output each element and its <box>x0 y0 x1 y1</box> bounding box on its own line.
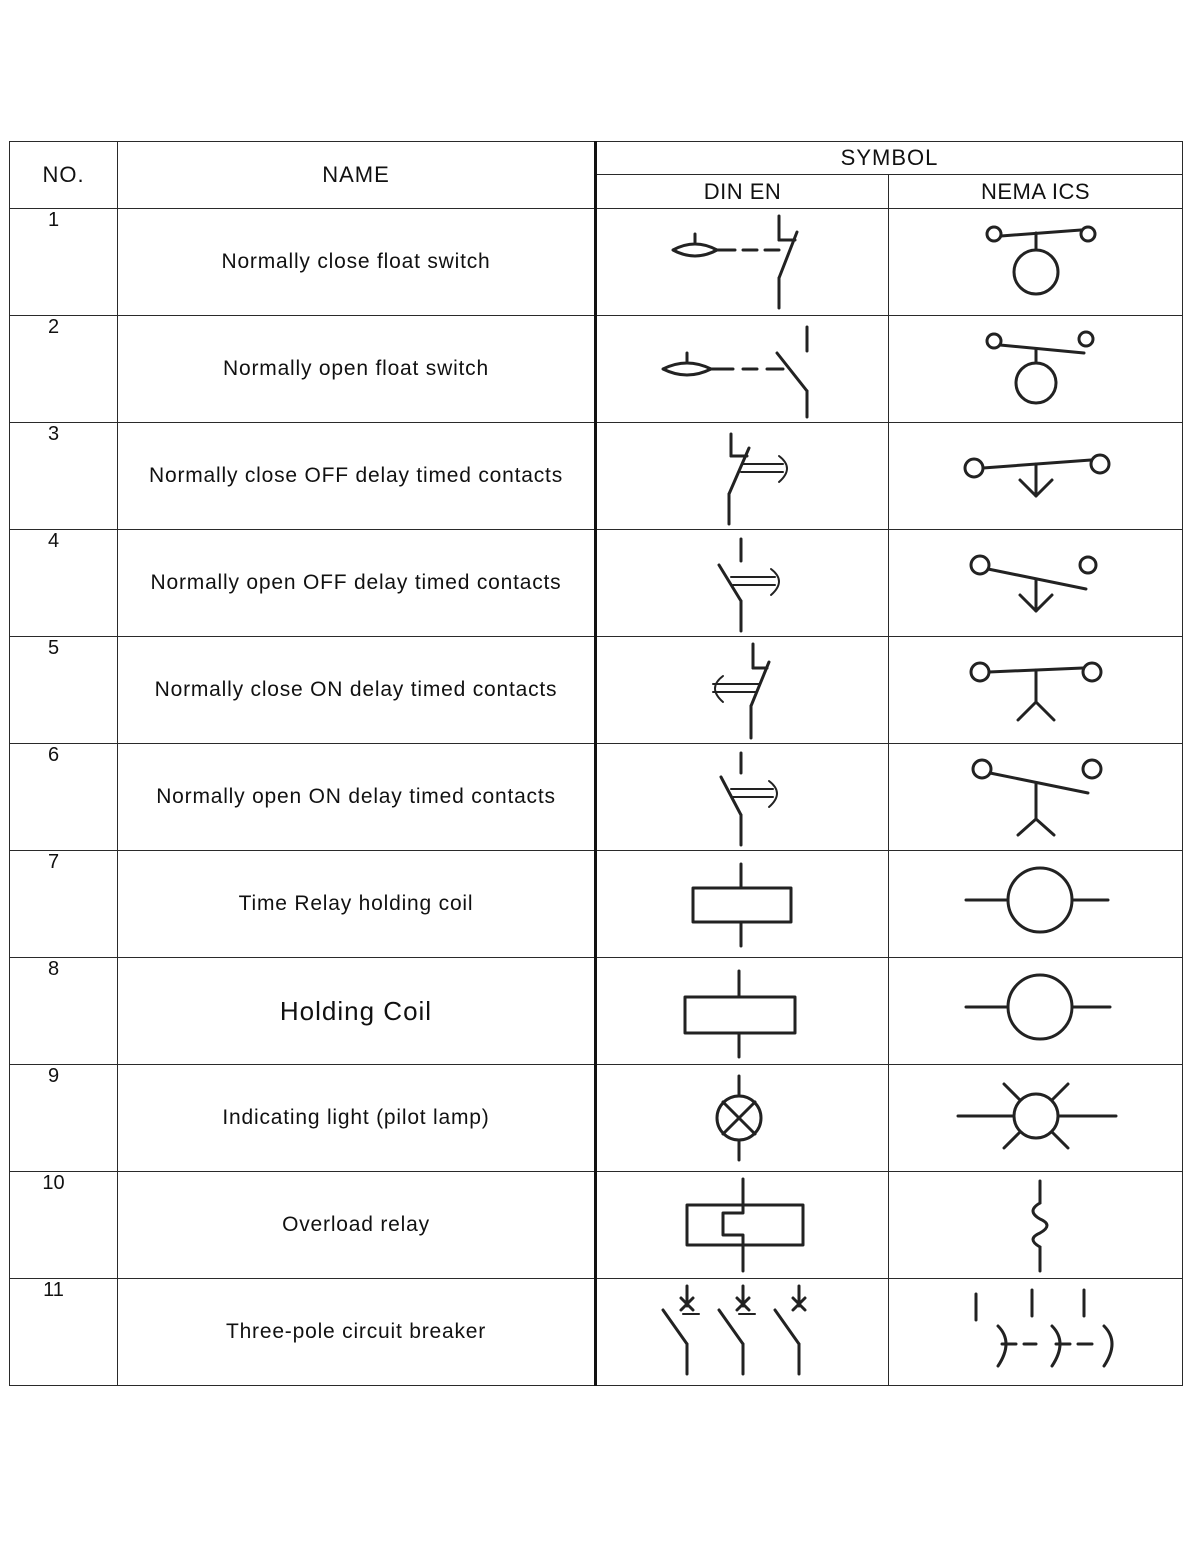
table-row <box>10 637 1183 744</box>
row-number: 2 <box>10 316 118 423</box>
nema-symbol-cell <box>889 423 1183 530</box>
row-number: 10 <box>10 1172 118 1279</box>
din-symbol-cell <box>596 209 889 316</box>
table-row <box>10 851 1183 958</box>
no-on-delay-nema-icon <box>936 747 1136 847</box>
time-relay-coil-nema-icon <box>936 854 1136 954</box>
overload-relay-din-icon <box>643 1175 843 1275</box>
nema-symbol-cell <box>889 851 1183 958</box>
row-number: 7 <box>10 851 118 958</box>
din-symbol-cell <box>596 530 889 637</box>
din-symbol-cell <box>596 637 889 744</box>
row-name: Normally open ON delay timed contacts <box>118 744 596 851</box>
no-off-delay-nema-icon <box>936 533 1136 633</box>
header-no: NO. <box>10 142 118 209</box>
pilot-lamp-din-icon <box>643 1068 843 1168</box>
pilot-lamp-nema-icon <box>936 1068 1136 1168</box>
din-symbol-cell <box>596 1172 889 1279</box>
row-name: Overload relay <box>118 1172 596 1279</box>
nema-symbol-cell <box>889 744 1183 851</box>
row-name: Indicating light (pilot lamp) <box>118 1065 596 1172</box>
din-symbol-cell <box>596 316 889 423</box>
table-row <box>10 530 1183 637</box>
din-symbol-cell <box>596 851 889 958</box>
no-float-switch-din-icon <box>643 319 843 419</box>
din-symbol-cell <box>596 1065 889 1172</box>
table-row <box>10 316 1183 423</box>
table-row <box>10 1065 1183 1172</box>
nc-off-delay-nema-icon <box>936 426 1136 526</box>
nc-off-delay-din-icon <box>643 426 843 526</box>
row-number: 3 <box>10 423 118 530</box>
electrical-symbols-table <box>9 141 1183 1386</box>
nc-on-delay-din-icon <box>643 640 843 740</box>
row-number: 8 <box>10 958 118 1065</box>
nc-float-switch-din-icon <box>643 212 843 312</box>
header-din-en: DIN EN <box>596 175 889 209</box>
row-name: Normally close OFF delay timed contacts <box>118 423 596 530</box>
row-number: 11 <box>10 1279 118 1386</box>
nema-symbol-cell <box>889 530 1183 637</box>
three-pole-breaker-nema-icon <box>936 1282 1136 1382</box>
row-number: 5 <box>10 637 118 744</box>
time-relay-coil-din-icon <box>643 854 843 954</box>
header-row <box>10 142 1183 175</box>
row-name: Normally open OFF delay timed contacts <box>118 530 596 637</box>
table-row <box>10 744 1183 851</box>
row-name: Holding Coil <box>118 958 596 1065</box>
nema-symbol-cell <box>889 958 1183 1065</box>
table-row <box>10 209 1183 316</box>
table-row <box>10 423 1183 530</box>
overload-relay-nema-icon <box>936 1175 1136 1275</box>
table-row <box>10 1279 1183 1386</box>
table-row <box>10 1172 1183 1279</box>
nc-on-delay-nema-icon <box>936 640 1136 740</box>
row-number: 4 <box>10 530 118 637</box>
din-symbol-cell <box>596 744 889 851</box>
header-symbol: SYMBOL <box>596 142 1183 175</box>
nema-symbol-cell <box>889 316 1183 423</box>
holding-coil-nema-icon <box>936 961 1136 1061</box>
row-name: Time Relay holding coil <box>118 851 596 958</box>
no-float-switch-nema-icon <box>936 319 1136 419</box>
row-name: Three-pole circuit breaker <box>118 1279 596 1386</box>
nema-symbol-cell <box>889 1065 1183 1172</box>
nc-float-switch-nema-icon <box>936 212 1136 312</box>
din-symbol-cell <box>596 958 889 1065</box>
row-number: 9 <box>10 1065 118 1172</box>
din-symbol-cell <box>596 1279 889 1386</box>
no-on-delay-din-icon <box>643 747 843 847</box>
nema-symbol-cell <box>889 637 1183 744</box>
header-name: NAME <box>118 142 596 209</box>
row-number: 1 <box>10 209 118 316</box>
table-row <box>10 958 1183 1065</box>
nema-symbol-cell <box>889 1279 1183 1386</box>
header-nema-ics: NEMA ICS <box>889 175 1183 209</box>
row-name: Normally open float switch <box>118 316 596 423</box>
nema-symbol-cell <box>889 209 1183 316</box>
three-pole-breaker-din-icon <box>643 1282 843 1382</box>
nema-symbol-cell <box>889 1172 1183 1279</box>
din-symbol-cell <box>596 423 889 530</box>
row-name: Normally close ON delay timed contacts <box>118 637 596 744</box>
row-number: 6 <box>10 744 118 851</box>
row-name: Normally close float switch <box>118 209 596 316</box>
no-off-delay-din-icon <box>643 533 843 633</box>
holding-coil-din-icon <box>643 961 843 1061</box>
